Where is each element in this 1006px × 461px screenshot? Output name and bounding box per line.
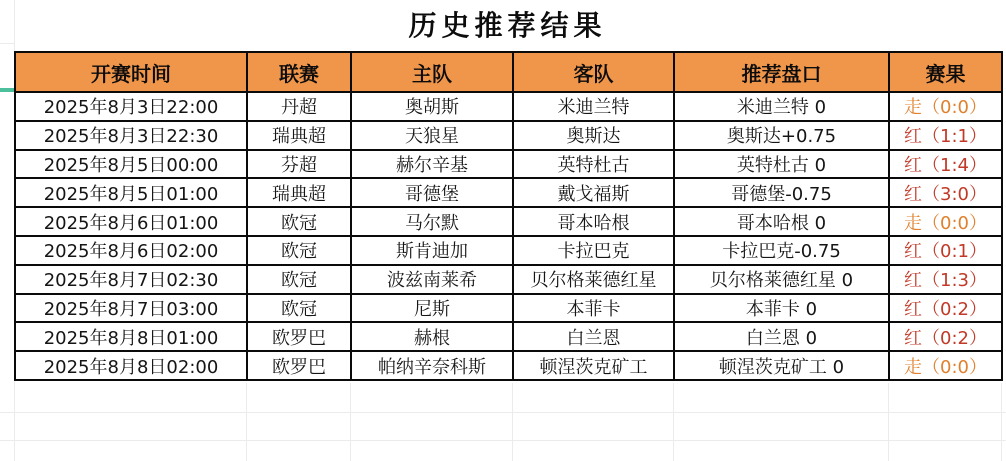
cell-result[interactable]: 红（1:4） <box>889 150 1002 179</box>
cell-handicap[interactable]: 哥德堡-0.75 <box>674 178 889 207</box>
cell-handicap[interactable]: 米迪兰特 0 <box>674 92 889 121</box>
cell-league[interactable]: 丹超 <box>247 92 351 121</box>
sheet-gridline <box>350 383 351 461</box>
sheet-gridline <box>0 412 1006 413</box>
cell-handicap[interactable]: 白兰恩 0 <box>674 322 889 351</box>
table-row <box>15 236 1002 265</box>
cell-result[interactable]: 走（0:0） <box>889 351 1002 380</box>
cell-league[interactable]: 瑞典超 <box>247 178 351 207</box>
sheet-gridline <box>0 43 14 44</box>
sheet-gridline <box>888 383 889 461</box>
cell-away-team[interactable]: 米迪兰特 <box>513 92 674 121</box>
sheet-gridline <box>14 383 15 461</box>
sheet-gridline <box>512 383 513 461</box>
cell-result[interactable]: 红（3:0） <box>889 178 1002 207</box>
cell-away-team[interactable]: 英特杜古 <box>513 150 674 179</box>
cell-league[interactable]: 欧冠 <box>247 265 351 294</box>
cell-home-team[interactable]: 帕纳辛奈科斯 <box>351 351 513 380</box>
cell-handicap[interactable]: 哥本哈根 0 <box>674 207 889 236</box>
cell-handicap[interactable]: 本菲卡 0 <box>674 294 889 323</box>
cell-result[interactable]: 红（1:3） <box>889 265 1002 294</box>
selection-accent-mark <box>0 88 15 92</box>
table-row <box>15 351 1002 380</box>
cell-result[interactable]: 红（0:1） <box>889 236 1002 265</box>
cell-league[interactable]: 瑞典超 <box>247 121 351 150</box>
table-row <box>15 92 1002 121</box>
cell-result[interactable]: 走（0:0） <box>889 207 1002 236</box>
cell-result[interactable]: 红（0:2） <box>889 322 1002 351</box>
cell-handicap[interactable]: 贝尔格莱德红星 0 <box>674 265 889 294</box>
table-row <box>15 178 1002 207</box>
col-header-away-team[interactable]: 客队 <box>513 52 674 92</box>
results-table <box>14 51 1003 381</box>
cell-away-team[interactable]: 贝尔格莱德红星 <box>513 265 674 294</box>
cell-away-team[interactable]: 哥本哈根 <box>513 207 674 236</box>
cell-league[interactable]: 欧冠 <box>247 294 351 323</box>
cell-league[interactable]: 欧冠 <box>247 207 351 236</box>
cell-league[interactable]: 欧罗巴 <box>247 322 351 351</box>
cell-kickoff-time[interactable]: 2025年8月7日02:30 <box>15 265 247 294</box>
cell-away-team[interactable]: 白兰恩 <box>513 322 674 351</box>
cell-kickoff-time[interactable]: 2025年8月7日03:00 <box>15 294 247 323</box>
cell-league[interactable]: 欧冠 <box>247 236 351 265</box>
cell-kickoff-time[interactable]: 2025年8月5日01:00 <box>15 178 247 207</box>
cell-away-team[interactable]: 奥斯达 <box>513 121 674 150</box>
table-row <box>15 265 1002 294</box>
cell-kickoff-time[interactable]: 2025年8月3日22:30 <box>15 121 247 150</box>
cell-kickoff-time[interactable]: 2025年8月8日01:00 <box>15 322 247 351</box>
col-header-league[interactable]: 联赛 <box>247 52 351 92</box>
cell-home-team[interactable]: 马尔默 <box>351 207 513 236</box>
col-header-kickoff-time[interactable]: 开赛时间 <box>15 52 247 92</box>
table-row <box>15 322 1002 351</box>
sheet-gridline <box>0 440 1006 441</box>
col-header-handicap[interactable]: 推荐盘口 <box>674 52 889 92</box>
table-header-row <box>15 52 1002 92</box>
col-header-result[interactable]: 赛果 <box>889 52 1002 92</box>
sheet-gridline <box>1001 383 1002 461</box>
table-row <box>15 121 1002 150</box>
cell-league[interactable]: 欧罗巴 <box>247 351 351 380</box>
cell-handicap[interactable]: 英特杜古 0 <box>674 150 889 179</box>
cell-home-team[interactable]: 天狼星 <box>351 121 513 150</box>
table-row <box>15 207 1002 236</box>
cell-home-team[interactable]: 斯肯迪加 <box>351 236 513 265</box>
col-header-home-team[interactable]: 主队 <box>351 52 513 92</box>
table-row <box>15 294 1002 323</box>
cell-kickoff-time[interactable]: 2025年8月3日22:00 <box>15 92 247 121</box>
cell-home-team[interactable]: 哥德堡 <box>351 178 513 207</box>
cell-kickoff-time[interactable]: 2025年8月6日01:00 <box>15 207 247 236</box>
cell-kickoff-time[interactable]: 2025年8月5日00:00 <box>15 150 247 179</box>
cell-away-team[interactable]: 顿涅茨克矿工 <box>513 351 674 380</box>
cell-home-team[interactable]: 赫尔辛基 <box>351 150 513 179</box>
cell-home-team[interactable]: 波兹南莱希 <box>351 265 513 294</box>
cell-kickoff-time[interactable]: 2025年8月6日02:00 <box>15 236 247 265</box>
sheet-gridline <box>673 383 674 461</box>
cell-handicap[interactable]: 奥斯达+0.75 <box>674 121 889 150</box>
cell-home-team[interactable]: 尼斯 <box>351 294 513 323</box>
cell-handicap[interactable]: 卡拉巴克-0.75 <box>674 236 889 265</box>
cell-away-team[interactable]: 本菲卡 <box>513 294 674 323</box>
cell-league[interactable]: 芬超 <box>247 150 351 179</box>
table-row <box>15 150 1002 179</box>
cell-away-team[interactable]: 卡拉巴克 <box>513 236 674 265</box>
cell-handicap[interactable]: 顿涅茨克矿工 0 <box>674 351 889 380</box>
cell-result[interactable]: 红（0:2） <box>889 294 1002 323</box>
page-title[interactable]: 历史推荐结果 <box>408 9 607 42</box>
cell-home-team[interactable]: 奥胡斯 <box>351 92 513 121</box>
cell-result[interactable]: 红（1:1） <box>889 121 1002 150</box>
cell-kickoff-time[interactable]: 2025年8月8日02:00 <box>15 351 247 380</box>
cell-home-team[interactable]: 赫根 <box>351 322 513 351</box>
title-row <box>14 4 1001 48</box>
cell-away-team[interactable]: 戴戈福斯 <box>513 178 674 207</box>
cell-result[interactable]: 走（0:0） <box>889 92 1002 121</box>
sheet-gridline <box>246 383 247 461</box>
